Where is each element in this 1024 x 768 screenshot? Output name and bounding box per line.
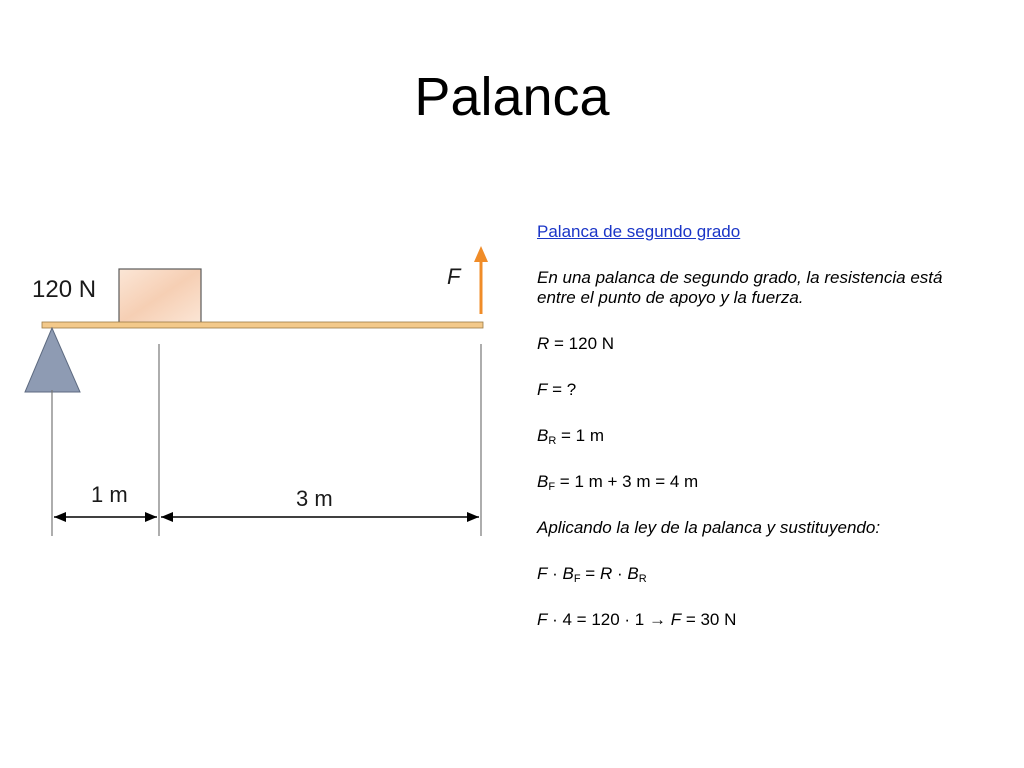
result-equation: F · 4 = 120 · 1 → F = 30 N [537, 610, 737, 629]
force-arm-line: $B_F = 1$ m + 3 m = 4 m [537, 472, 699, 493]
dimension-right-label: 3 m [296, 486, 333, 511]
lever-diagram [0, 230, 500, 550]
description-text: En una palanca de segundo grado, la resistencia está entre el punto de apoyo y la fuerza. [537, 268, 943, 307]
lever-beam [42, 322, 483, 328]
resistance-line: R = 120 N [537, 334, 615, 353]
dimension-right [161, 512, 479, 522]
dimension-left-label: 1 m [91, 482, 128, 507]
force-line: F = ? [537, 380, 577, 399]
apply-law-text: Aplicando la ley de la palanca y sustituyendo: [537, 518, 881, 537]
lever-law-equation: $F \cdot B_F = R \cdot B_R$ [537, 564, 647, 585]
lever-type-link[interactable]: Palanca de segundo grado [537, 222, 741, 241]
dimension-left [54, 512, 157, 522]
load-box [119, 269, 201, 324]
resistance-arm-line: $B_R = 1$ m [537, 426, 605, 447]
fulcrum-triangle [25, 328, 80, 392]
load-label: 120 N [32, 276, 97, 303]
slide-title: Palanca [414, 67, 610, 127]
explanation-panel [537, 222, 977, 656]
force-label: F [447, 264, 461, 289]
force-arrow [474, 246, 488, 314]
